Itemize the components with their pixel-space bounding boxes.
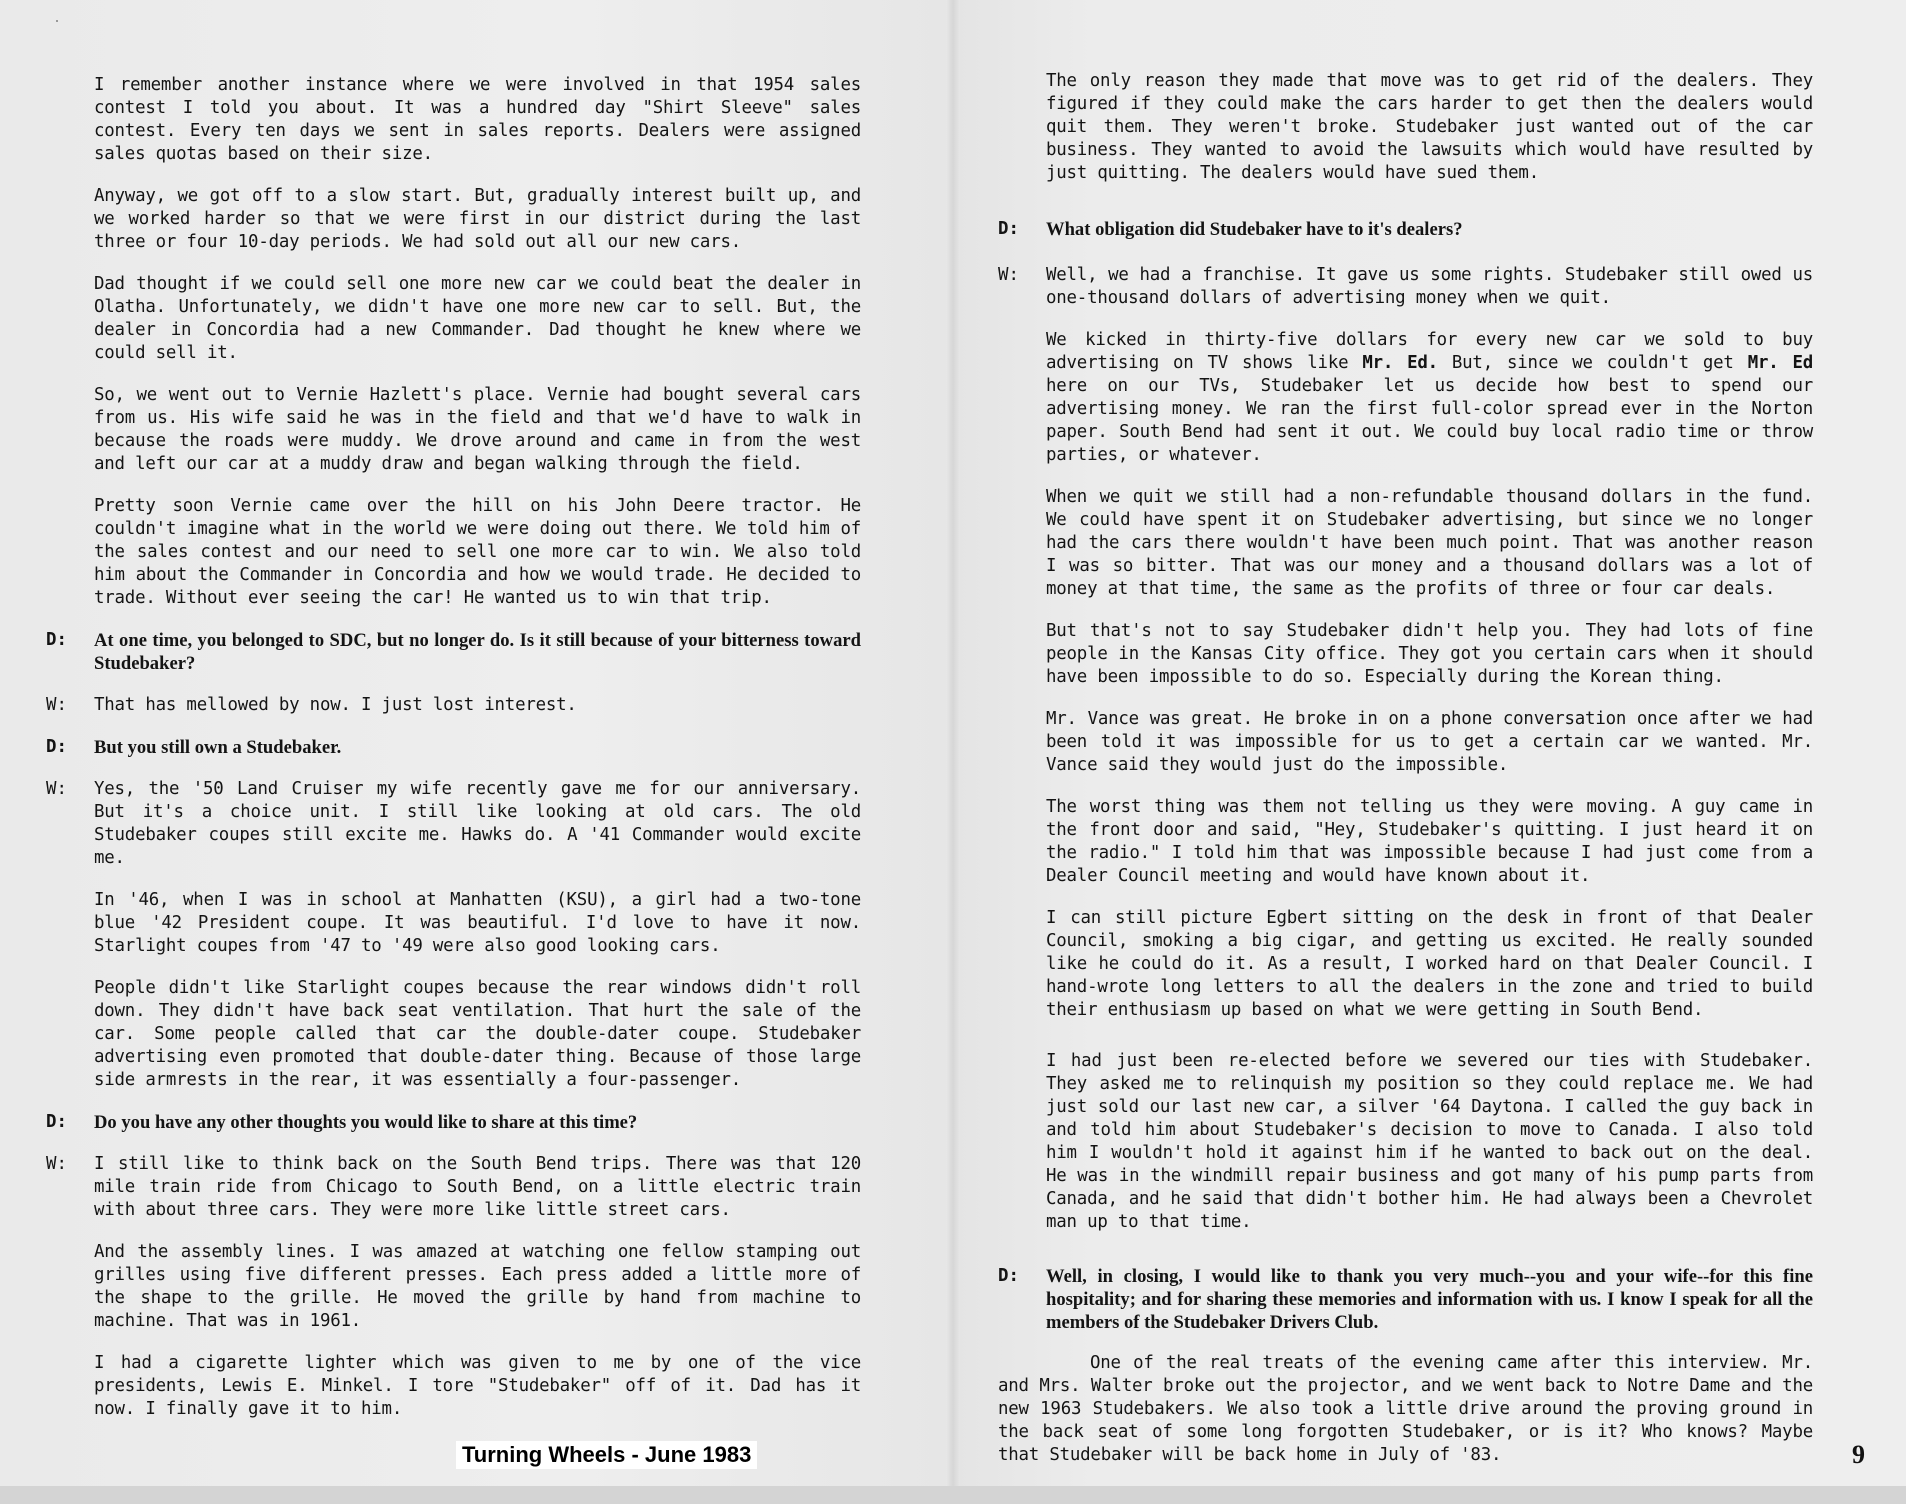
interview-answer <box>46 778 861 870</box>
speaker-label: D: <box>46 630 67 650</box>
closing-paragraph: One of the real treats of the evening came after this interview. Mr. and Mrs. Walter broke out the projector, and we went back to Notre Dame and the new 1963 Studebakers. We also took a little drive around the proving ground in the back seat of some long forgotten Studebaker, or is it? Who knows? Maybe that Studebaker will be back home in July of '83. <box>998 1353 1813 1465</box>
paragraph: When we quit we still had a non-refundable thousand dollars in the fund. We could have spent it on Studebaker advertising, but since we no longer had the cars there wouldn't have been much point. That was another reason I was so bitter. That was our money and a thousand dollars was a lot of money at that time, the same as the profits of three or four car deals. <box>1046 487 1813 599</box>
speaker-label: W: <box>46 1154 67 1174</box>
answer-text: I still like to think back on the South Bend trips. There was that 120 mile train ride from Chicago to South Bend, on a little electric train with about three cars. They were more like little street cars. <box>94 1154 861 1220</box>
page-number: 9 <box>1852 1440 1865 1469</box>
paragraph: So, we went out to Vernie Hazlett's place. Vernie had bought several cars from us. His wife said he was in the field and that we'd have to walk in because the roads were muddy. We drove around and came in from the west and left our car at a muddy draw and began walking through the field. <box>94 385 861 474</box>
question-text: What obligation did Studebaker have to it's dealers? <box>1046 219 1463 240</box>
paragraph: I had a cigarette lighter which was given to me by one of the vice presidents, Lewis E. Minkel. I tore "Studebaker" off of it. Dad has it now. I finally gave it to him. <box>94 1353 861 1419</box>
book-gutter <box>946 0 960 1504</box>
paragraph: The worst thing was them not telling us they were moving. A guy came in the front door and said, "Hey, Studebaker's quitting. I just heard it on the radio." I told him that was impossible because I had just come from a Dealer Council meeting and would have known about it. <box>1046 797 1813 886</box>
answer-text: Yes, the '50 Land Cruiser my wife recently gave me for our anniversary. But it's a choice unit. I still like looking at old cars. The old Studebaker coupes still excite me. Hawks do. A '41 Commander would excite me. <box>94 779 861 868</box>
interview-question <box>998 218 1813 241</box>
speaker-label: W: <box>46 695 67 715</box>
paragraph: Anyway, we got off to a slow start. But, gradually interest built up, and we worked harder so that we were first in our district during the last three or four 10-day periods. We had sold out all our new cars. <box>94 186 861 252</box>
speaker-label: W: <box>46 779 67 799</box>
question-text: Well, in closing, I would like to thank you very much--you and your wife--for this fine hospitality; and for sharing these memories and information with us. I know I speak for all the members of the Studebaker Drivers Club. <box>1046 1266 1813 1333</box>
paragraph-text: here on our TVs, Studebaker let us decide how best to spend our advertising money. We ran the first full-color spread ever in the Norton paper. South Bend had sent it out. We could buy local radio time or throw parties, or whatever. <box>1046 376 1813 465</box>
paragraph: I remember another instance where we were involved in that 1954 sales contest I told you about. It was a hundred day "Shirt Sleeve" sales contest. Every ten days we sent in sales reports. Dealers were assigned sales quotas based on their size. <box>94 75 861 164</box>
show-title: Mr. Ed. <box>1362 353 1438 373</box>
paragraph-text: We kicked in thirty-five dollars for every new car we sold to buy advertising on TV shows like <box>1046 330 1813 373</box>
paragraph-text: But, since we couldn't get <box>1437 353 1748 373</box>
scan-speck <box>56 20 58 22</box>
answer-text: That has mellowed by now. I just lost interest. <box>94 695 577 715</box>
answer-text: Well, we had a franchise. It gave us some rights. Studebaker still owed us one-thousand dollars of advertising money when we quit. <box>1046 265 1813 308</box>
interview-question <box>46 736 861 759</box>
paragraph <box>998 329 1813 467</box>
paragraph: The only reason they made that move was to get rid of the dealers. They figured if they could make the cars harder to get then the dealers would quit them. They weren't broke. Studebaker just wanted out of the car business. They wanted to avoid the lawsuits which would have resulted by just quitting. The dealers would have sued them. <box>1046 71 1813 183</box>
show-title: Mr. Ed <box>1747 353 1814 373</box>
interview-question <box>46 629 861 675</box>
speaker-label: W: <box>998 265 1019 285</box>
question-text: Do you have any other thoughts you would like to share at this time? <box>94 1112 638 1133</box>
interview-question <box>46 1111 861 1134</box>
publication-footer: Turning Wheels - June 1983 <box>456 1441 757 1469</box>
paragraph: In '46, when I was in school at Manhatten (KSU), a girl had a two-tone blue '42 President coupe. It was beautiful. I'd love to have it now. Starlight coupes from '47 to '49 were also good looking cars. <box>94 890 861 956</box>
left-column <box>46 74 861 1440</box>
interview-answer <box>998 264 1813 310</box>
paragraph: I can still picture Egbert sitting on the desk in front of that Dealer Council, smoking a big cigar, and getting us excited. He really sounded like he could do it. As a result, I worked hard on that Dealer Council. I hand-wrote long letters to all the dealers in the zone and tried to build their enthusiasm up based on what we were getting in South Bend. <box>1046 908 1813 1020</box>
interview-answer <box>46 1153 861 1222</box>
right-column <box>998 70 1813 1486</box>
speaker-label: D: <box>998 1266 1019 1286</box>
speaker-label: D: <box>46 737 67 757</box>
paragraph: People didn't like Starlight coupes because the rear windows didn't roll down. They didn't have back seat ventilation. That hurt the sale of the car. Some people called that car the double-dater coupe. Studebaker advertising even promoted that double-dater thing. Because of those large side armrests in the rear, it was essentially a four-passenger. <box>94 978 861 1090</box>
interview-answer <box>46 694 861 717</box>
paragraph: Dad thought if we could sell one more new car we could beat the dealer in Olatha. Unfortunately, we didn't have one more new car to sell. But, the dealer in Concordia had a new Commander. Dad thought he knew where we could sell it. <box>94 274 861 363</box>
paragraph: Mr. Vance was great. He broke in on a phone conversation once after we had been told it was impossible for us to get a certain car we wanted. Mr. Vance said they would just do the impossible. <box>1046 709 1813 775</box>
speaker-label: D: <box>46 1112 67 1132</box>
question-text: But you still own a Studebaker. <box>94 737 342 758</box>
question-text: At one time, you belonged to SDC, but no longer do. Is it still because of your bitterness toward Studebaker? <box>94 630 861 674</box>
page-bottom-edge <box>0 1486 1906 1504</box>
interview-question <box>998 1265 1813 1334</box>
paragraph: Pretty soon Vernie came over the hill on his John Deere tractor. He couldn't imagine what in the world we were doing out there. We told him of the sales contest and our need to sell one more car to win. We also told him about the Commander in Concordia and how we would trade. He decided to trade. Without ever seeing the car! He wanted us to win that trip. <box>94 496 861 608</box>
paragraph: I had just been re-elected before we severed our ties with Studebaker. They asked me to relinquish my position so they could replace me. We had just sold our last new car, a silver '64 Daytona. I called the guy back in and told him about Studebaker's decision to move to Canada. I also told him I wouldn't hold it against him if he wanted to back out on the deal. He was in the windmill repair business and got many of his pump parts from Canada, and he said that didn't bother him. He had always been a Chevrolet man up to that time. <box>1046 1051 1813 1232</box>
speaker-label: D: <box>998 219 1019 239</box>
paragraph: But that's not to say Studebaker didn't help you. They had lots of fine people in the Kansas City office. They got you certain cars when it should have been impossible to do so. Especially during the Korean thing. <box>1046 621 1813 687</box>
paragraph: And the assembly lines. I was amazed at watching one fellow stamping out grilles using five different presses. Each press added a little more of the shape to the grille. He moved the grille by hand from machine to machine. That was in 1961. <box>94 1242 861 1331</box>
